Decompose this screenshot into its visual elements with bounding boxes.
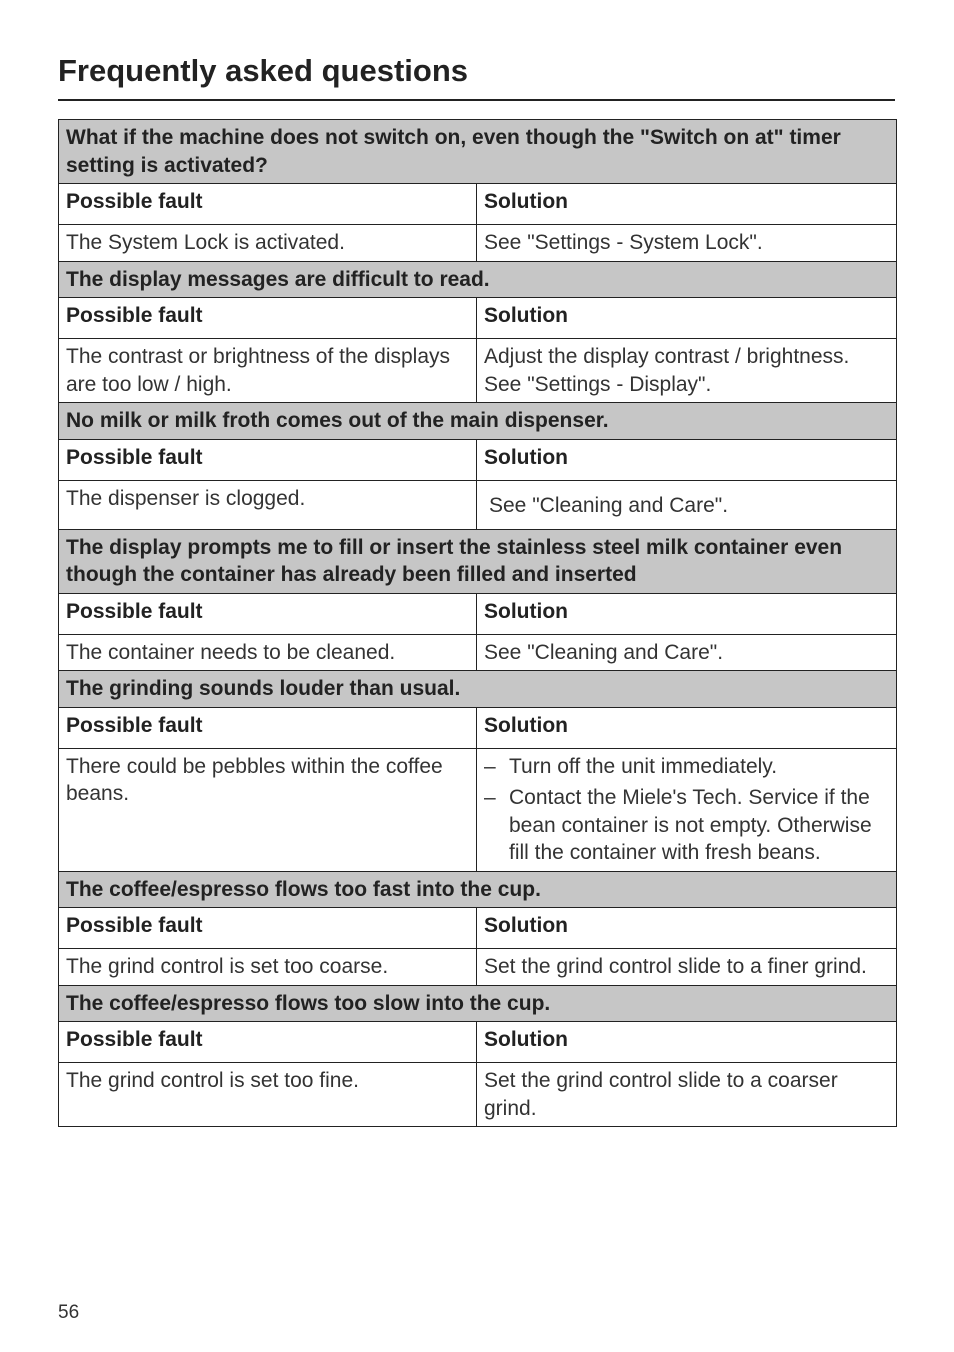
faq-question: What if the machine does not switch on, even though the "Switch on at" timer setting is activated?: [59, 120, 897, 184]
faq-question: The display prompts me to fill or insert the stainless steel milk container even though the container has already been filled and inserted: [59, 529, 897, 593]
solution-cell: See "Cleaning and Care".: [477, 634, 897, 671]
faq-question: No milk or milk froth comes out of the main dispenser.: [59, 403, 897, 440]
page-number: 56: [58, 1302, 80, 1323]
fault-cell: The container needs to be cleaned.: [59, 634, 477, 671]
solution-cell: Set the grind control slide to a coarser grind.: [477, 1063, 897, 1127]
solution-cell: See "Settings - System Lock".: [477, 225, 897, 262]
title-divider: [58, 99, 895, 101]
faq-answer-row: [59, 480, 897, 529]
solution-list: [484, 753, 889, 867]
solution-cell: See "Cleaning and Care".: [477, 480, 897, 529]
faq-question-row: [59, 403, 897, 440]
column-header-solution: Solution: [477, 184, 897, 225]
fault-cell: The System Lock is activated.: [59, 225, 477, 262]
faq-header-row: [59, 298, 897, 339]
faq-question-row: [59, 529, 897, 593]
fault-cell: The grind control is set too coarse.: [59, 949, 477, 986]
column-header-solution: Solution: [477, 439, 897, 480]
faq-answer-row: [59, 748, 897, 871]
column-header-solution: Solution: [477, 707, 897, 748]
solution-cell: [477, 748, 897, 871]
faq-question-row: [59, 261, 897, 298]
faq-header-row: [59, 184, 897, 225]
column-header-fault: Possible fault: [59, 184, 477, 225]
faq-header-row: [59, 439, 897, 480]
faq-table: [58, 119, 897, 1127]
fault-cell: The dispenser is clogged.: [59, 480, 477, 529]
page-title: Frequently asked questions: [58, 53, 468, 88]
faq-header-row: [59, 908, 897, 949]
solution-list-item: – Contact the Miele's Tech. Service if the bean container is not empty. Otherwise fill the container with fresh beans.: [484, 784, 889, 867]
column-header-solution: Solution: [477, 908, 897, 949]
faq-answer-row: [59, 949, 897, 986]
faq-question: The coffee/espresso flows too fast into the cup.: [59, 871, 897, 908]
solution-cell: Set the grind control slide to a finer grind.: [477, 949, 897, 986]
column-header-fault: Possible fault: [59, 439, 477, 480]
faq-question-row: [59, 985, 897, 1022]
column-header-fault: Possible fault: [59, 908, 477, 949]
solution-list-item: – Turn off the unit immediately.: [484, 753, 889, 781]
faq-answer-row: [59, 225, 897, 262]
solution-cell: Adjust the display contrast / brightness. See "Settings - Display".: [477, 339, 897, 403]
faq-question-row: [59, 871, 897, 908]
faq-answer-row: [59, 339, 897, 403]
faq-header-row: [59, 1022, 897, 1063]
fault-cell: The grind control is set too fine.: [59, 1063, 477, 1127]
column-header-solution: Solution: [477, 298, 897, 339]
fault-cell: The contrast or brightness of the displays are too low / high.: [59, 339, 477, 403]
faq-header-row: [59, 593, 897, 634]
column-header-fault: Possible fault: [59, 1022, 477, 1063]
fault-cell: There could be pebbles within the coffee beans.: [59, 748, 477, 871]
column-header-fault: Possible fault: [59, 593, 477, 634]
faq-question: The coffee/espresso flows too slow into the cup.: [59, 985, 897, 1022]
faq-question: The display messages are difficult to read.: [59, 261, 897, 298]
faq-answer-row: [59, 1063, 897, 1127]
faq-question-row: [59, 120, 897, 184]
column-header-solution: Solution: [477, 1022, 897, 1063]
faq-question: The grinding sounds louder than usual.: [59, 671, 897, 708]
faq-answer-row: [59, 634, 897, 671]
column-header-solution: Solution: [477, 593, 897, 634]
faq-header-row: [59, 707, 897, 748]
faq-question-row: [59, 671, 897, 708]
column-header-fault: Possible fault: [59, 707, 477, 748]
column-header-fault: Possible fault: [59, 298, 477, 339]
